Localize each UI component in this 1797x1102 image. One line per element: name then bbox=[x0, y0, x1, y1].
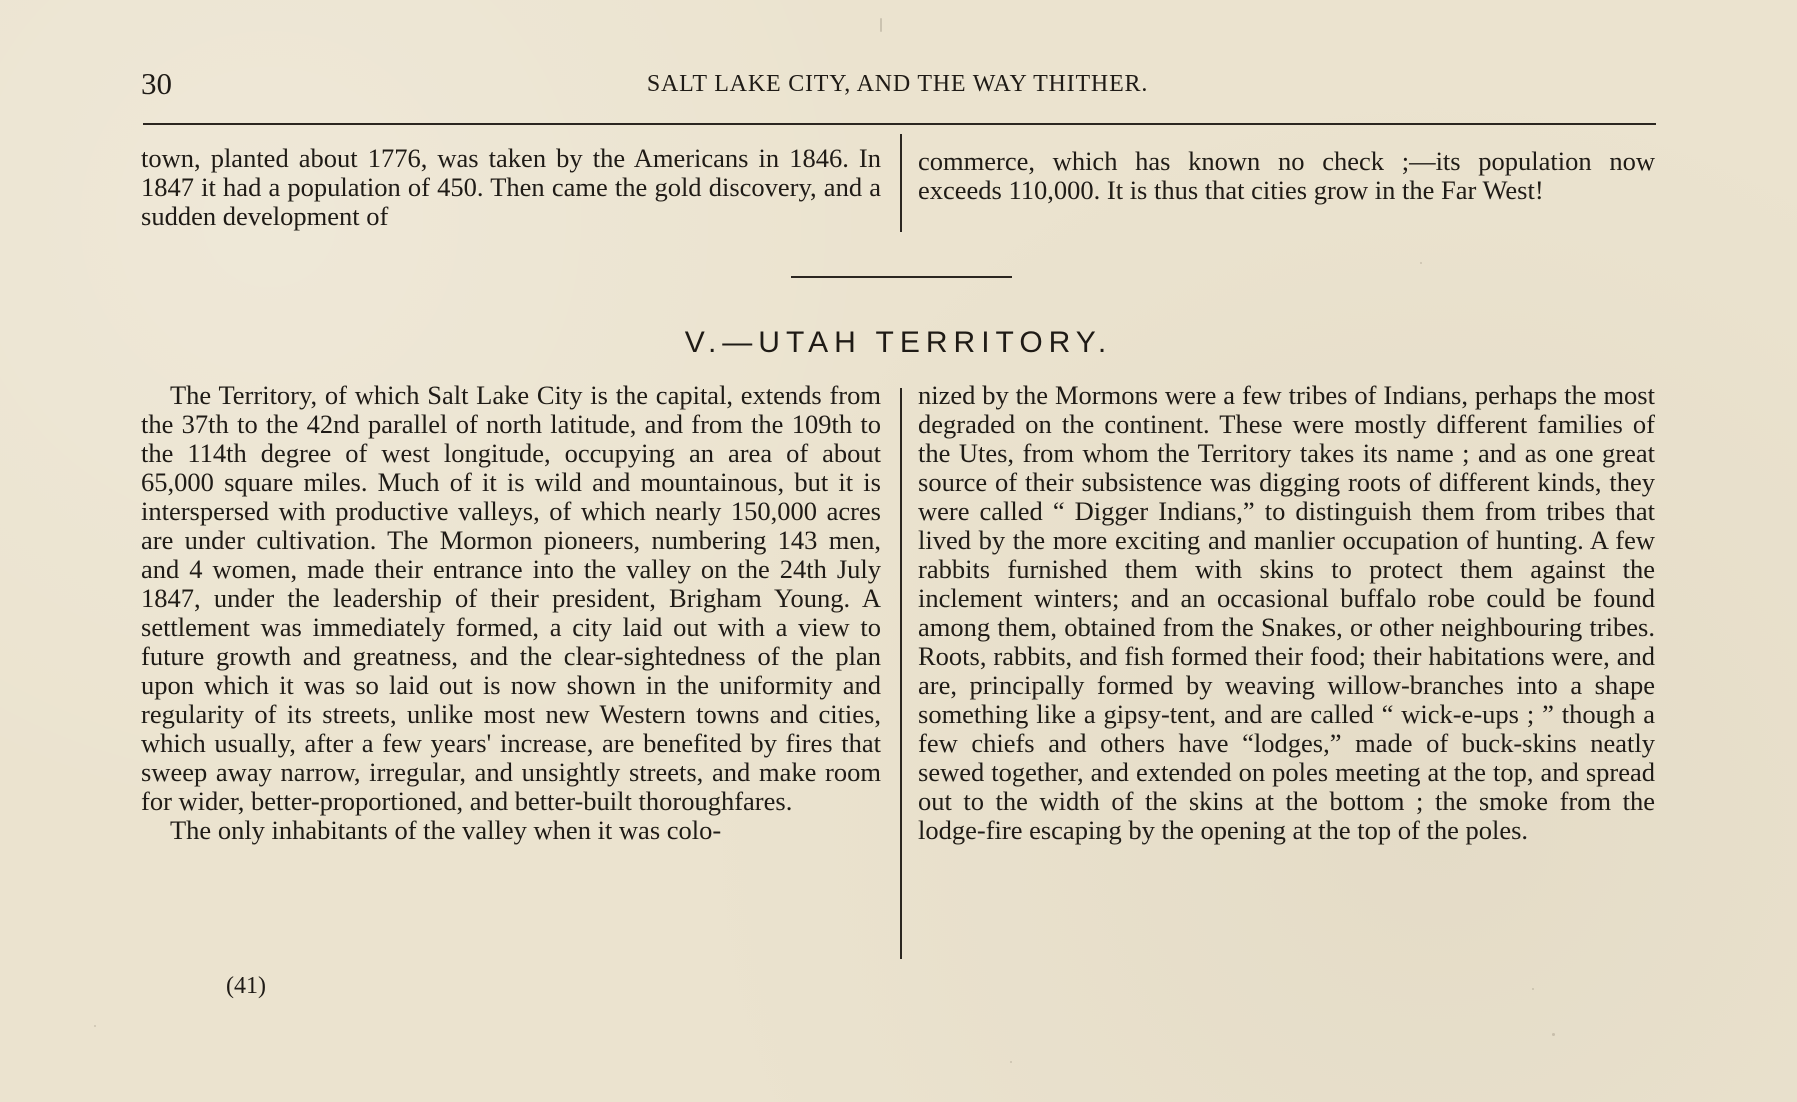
page-header bbox=[141, 64, 1654, 104]
page-number: 30 bbox=[141, 66, 172, 101]
paper-speck bbox=[1552, 1033, 1555, 1036]
main-right-text: nized by the Mormons were a few tribes of Indians, perhaps the most degraded on the continent. These were mostly different families of the Utes, from whom the Territory takes its name ; and as one great source of their subsistence was digging roots of different kinds, they were called “ Digger Indians,” to distinguish them from tribes that lived by the more exciting and manlier occupation of hunting. A few rabbits furnished them with skins to protect them against the inclement winters; and an occasional buffalo robe could be found among them, obtained from the Snakes, or other neighbouring tribes. Roots, rabbits, and fish formed their food; their habitations were, and are, principally formed by weaving willow-branches into a shape something like a gipsy-tent, and are called “ wick-e-ups ; ” though a few chiefs and others have “lodges,” made of buck-skins neatly sewed together, and extended on poles meeting at the top, and spread out to the width of the skins at the bottom ; the smoke from the lodge-fire escaping by the opening at the top of the poles. bbox=[918, 380, 1655, 845]
top-right-text: commerce, which has known no check ;—its population now exceeds 110,000. It is thus that cities grow in the Far West! bbox=[918, 146, 1655, 205]
paper-speck bbox=[1532, 988, 1534, 990]
top-column-divider bbox=[900, 134, 902, 232]
top-right-column bbox=[918, 147, 1655, 205]
top-rule bbox=[143, 123, 1656, 125]
paper-speck bbox=[1010, 1061, 1012, 1063]
paper-speck bbox=[94, 1025, 96, 1027]
paper-speck bbox=[880, 18, 882, 32]
main-column-divider bbox=[900, 388, 902, 959]
main-right-column bbox=[918, 381, 1655, 845]
paper-speck bbox=[1420, 262, 1422, 264]
top-left-text: town, planted about 1776, was taken by the Americans in 1846. In 1847 it had a population of 450. Then came the gold discovery, and a sudden development of bbox=[141, 143, 881, 231]
section-separator-rule bbox=[791, 276, 1012, 278]
main-left-paragraph-1: The Territory, of which Salt Lake City is the capital, extends from the 37th to the 42nd parallel of north latitude, and from the 109th to the 114th degree of west longitude, occupying an area of about 65,000 square miles. Much of it is wild and mountainous, but it is interspersed with productive valleys, of which nearly 150,000 acres are under cultivation. The Mormon pioneers, numbering 143 men, and 4 women, made their entrance into the valley on the 24th July 1847, under the leadership of their president, Brigham Young. A settlement was immediately formed, a city laid out with a view to future growth and greatness, and the clear-sightedness of the plan upon which it was so laid out is now shown in the uniformity and regularity of its streets, unlike most new Western towns and cities, which usually, after a few years' increase, are benefited by fires that sweep away narrow, irregular, and unsightly streets, and make room for wider, better-proportioned, and better-built thoroughfares. bbox=[141, 380, 881, 816]
section-title: V.—UTAH TERRITORY. bbox=[684, 326, 1113, 359]
main-left-paragraph-2: The only inhabitants of the valley when it was colo- bbox=[170, 815, 722, 845]
running-title: SALT LAKE CITY, AND THE WAY THITHER. bbox=[646, 71, 1149, 97]
signature-mark: (41) bbox=[226, 973, 266, 999]
top-left-column bbox=[141, 144, 881, 231]
main-left-column bbox=[141, 381, 881, 845]
